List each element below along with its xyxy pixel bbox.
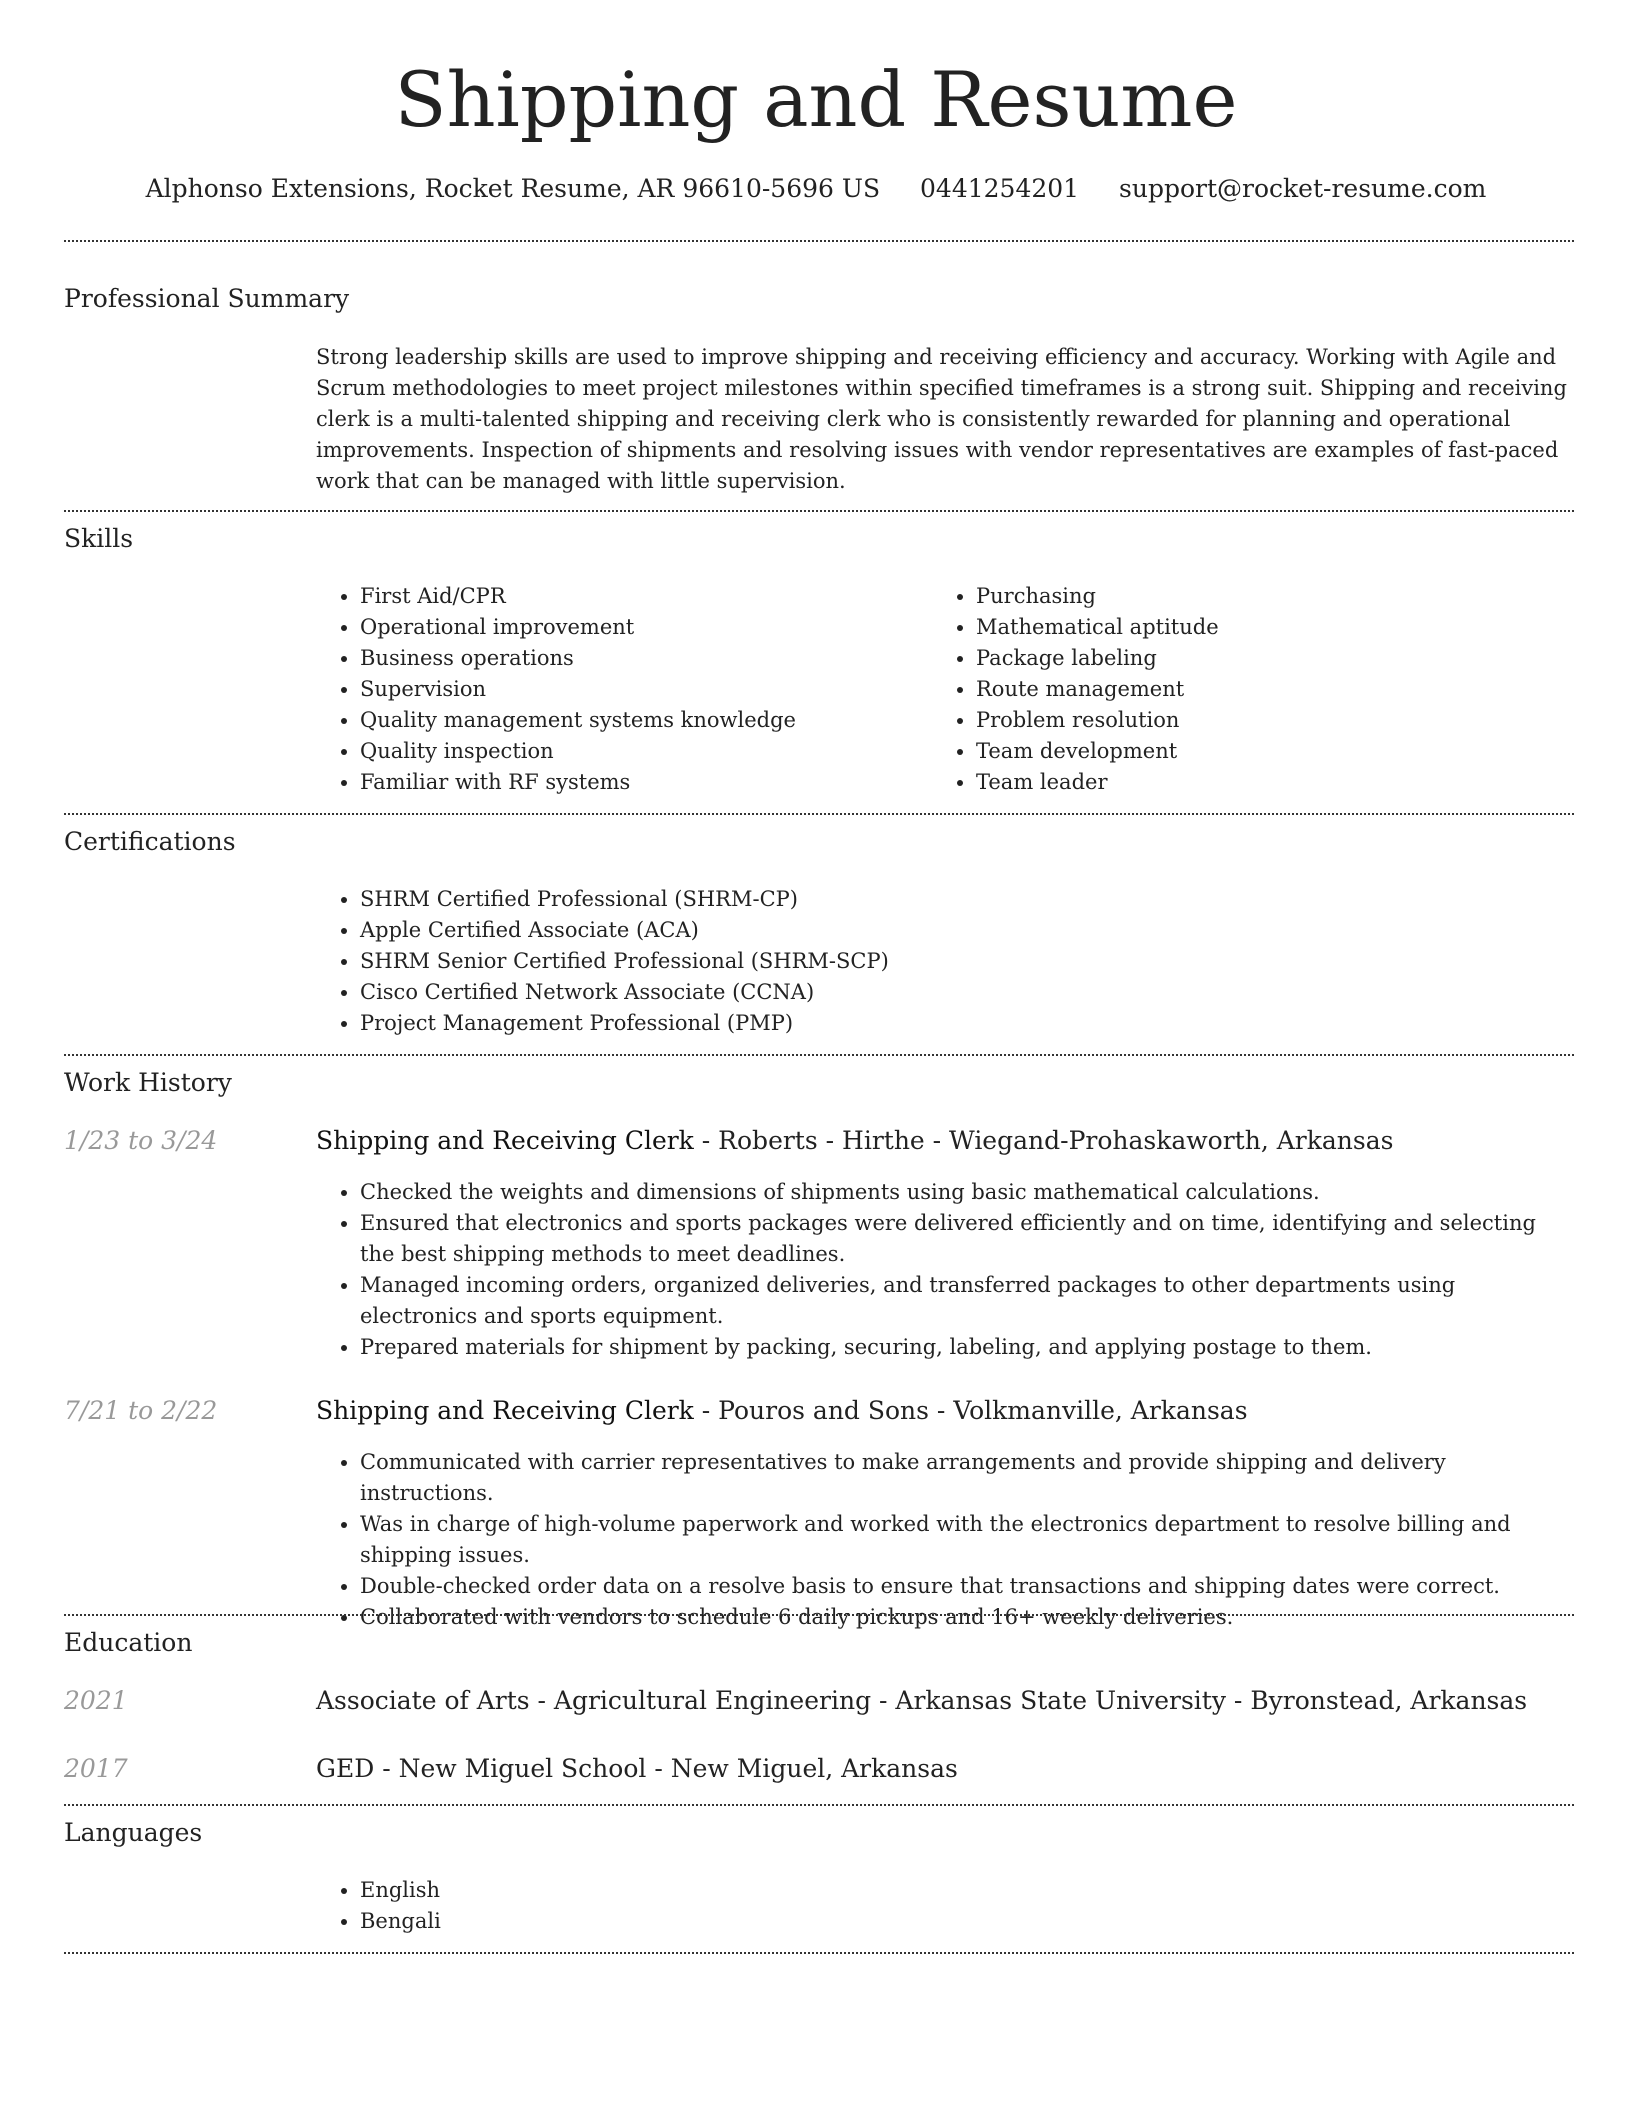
job-employer: - Roberts - Hirthe - Wiegand-Prohaskaworth, Arkansas <box>693 1126 1394 1155</box>
contact-address: Alphonso Extensions, Rocket Resume, AR 96610-5696 US <box>145 174 881 203</box>
skill-item: • Package labeling <box>976 643 1576 674</box>
job-dates: 7/21 to 2/22 <box>64 1396 218 1425</box>
section-title-work-history: Work History <box>64 1068 232 1097</box>
skills-list-left <box>316 581 920 798</box>
job-bullet: • Checked the weights and dimensions of shipments using basic mathematical calculations. <box>360 1177 1574 1208</box>
certifications-list <box>316 884 1560 1039</box>
divider <box>64 510 1574 512</box>
divider <box>64 1804 1574 1806</box>
divider <box>64 813 1574 815</box>
skills-list-right <box>932 581 1576 798</box>
job-bullets <box>316 1177 1574 1363</box>
certification-item: • Cisco Certified Network Associate (CCNA) <box>360 977 1560 1008</box>
job-role: Shipping and Receiving Clerk <box>316 1126 694 1155</box>
contact-line <box>0 172 1632 206</box>
job-employer: - Pouros and Sons - Volkmanville, Arkansas <box>693 1396 1248 1425</box>
job-bullets <box>316 1447 1574 1633</box>
job-bullet: • Managed incoming orders, organized deliveries, and transferred packages to other departments using electronics and sports equipment. <box>360 1270 1574 1332</box>
languages-list <box>316 1875 960 1937</box>
job-bullet: • Prepared materials for shipment by packing, securing, labeling, and applying postage to them. <box>360 1332 1574 1363</box>
section-title-certifications: Certifications <box>64 827 236 856</box>
skill-item: • First Aid/CPR <box>360 581 920 612</box>
skill-item: • Supervision <box>360 674 920 705</box>
skill-item: • Route management <box>976 674 1576 705</box>
job-bullet: • Ensured that electronics and sports packages were delivered efficiently and on time, identifying and selecting the best shipping methods to meet deadlines. <box>360 1208 1574 1270</box>
section-title-education: Education <box>64 1628 193 1657</box>
divider <box>64 1614 1574 1616</box>
divider <box>64 240 1574 242</box>
skill-item: • Quality inspection <box>360 736 920 767</box>
summary-text: Strong leadership skills are used to improve shipping and receiving efficiency and accuracy. Working with Agile and Scrum methodologies to meet project milestones within specified timeframes is a strong suit. Shipping and receiving clerk is a multi-talented shipping and receiving clerk who is consistently rewarded for planning and operational improvements. Inspection of shipments and resolving issues with vendor representatives are examples of fast-paced work that can be managed with little supervision. <box>316 345 1567 493</box>
education-year: 2021 <box>64 1686 128 1715</box>
resume-name: Shipping and Resume <box>394 55 1238 144</box>
skill-item: • Business operations <box>360 643 920 674</box>
language-item: • English <box>360 1875 960 1906</box>
certification-item: • SHRM Senior Certified Professional (SHRM-SCP) <box>360 946 1560 977</box>
skill-item: • Quality management systems knowledge <box>360 705 920 736</box>
certification-item: • Apple Certified Associate (ACA) <box>360 915 1560 946</box>
education-year: 2017 <box>64 1754 128 1783</box>
language-item: • Bengali <box>360 1906 960 1937</box>
section-title-languages: Languages <box>64 1818 203 1847</box>
certification-item: • SHRM Certified Professional (SHRM-CP) <box>360 884 1560 915</box>
job-bullet: • Double-checked order data on a resolve basis to ensure that transactions and shipping dates were correct. <box>360 1571 1574 1602</box>
contact-phone[interactable]: 0441254201 <box>920 174 1080 203</box>
section-title-skills: Skills <box>64 524 134 553</box>
job-bullet: • Was in charge of high-volume paperwork and worked with the electronics department to resolve billing and shipping issues. <box>360 1509 1574 1571</box>
job-bullet: • Collaborated with vendors to schedule 6 daily pickups and 16+ weekly deliveries. <box>360 1602 1574 1633</box>
certification-item: • Project Management Professional (PMP) <box>360 1008 1560 1039</box>
skill-item: • Team leader <box>976 767 1576 798</box>
job-heading <box>316 1124 1393 1158</box>
job-role: Shipping and Receiving Clerk <box>316 1396 694 1425</box>
skill-item: • Purchasing <box>976 581 1576 612</box>
skill-item: • Problem resolution <box>976 705 1576 736</box>
divider <box>64 1952 1574 1954</box>
job-bullet: • Communicated with carrier representatives to make arrangements and provide shipping and delivery instructions. <box>360 1447 1574 1509</box>
skill-item: • Familiar with RF systems <box>360 767 920 798</box>
skill-item: • Mathematical aptitude <box>976 612 1576 643</box>
skill-item: • Team development <box>976 736 1576 767</box>
education-entry: Associate of Arts - Agricultural Engineering - Arkansas State University - Byronstead, Arkansas <box>316 1686 1528 1715</box>
skill-item: • Operational improvement <box>360 612 920 643</box>
education-entry: GED - New Miguel School - New Miguel, Arkansas <box>316 1754 958 1783</box>
divider <box>64 1054 1574 1056</box>
contact-email[interactable]: support@rocket-resume.com <box>1119 174 1487 203</box>
section-title-summary: Professional Summary <box>64 284 350 313</box>
job-dates: 1/23 to 3/24 <box>64 1126 218 1155</box>
job-heading <box>316 1394 1248 1428</box>
